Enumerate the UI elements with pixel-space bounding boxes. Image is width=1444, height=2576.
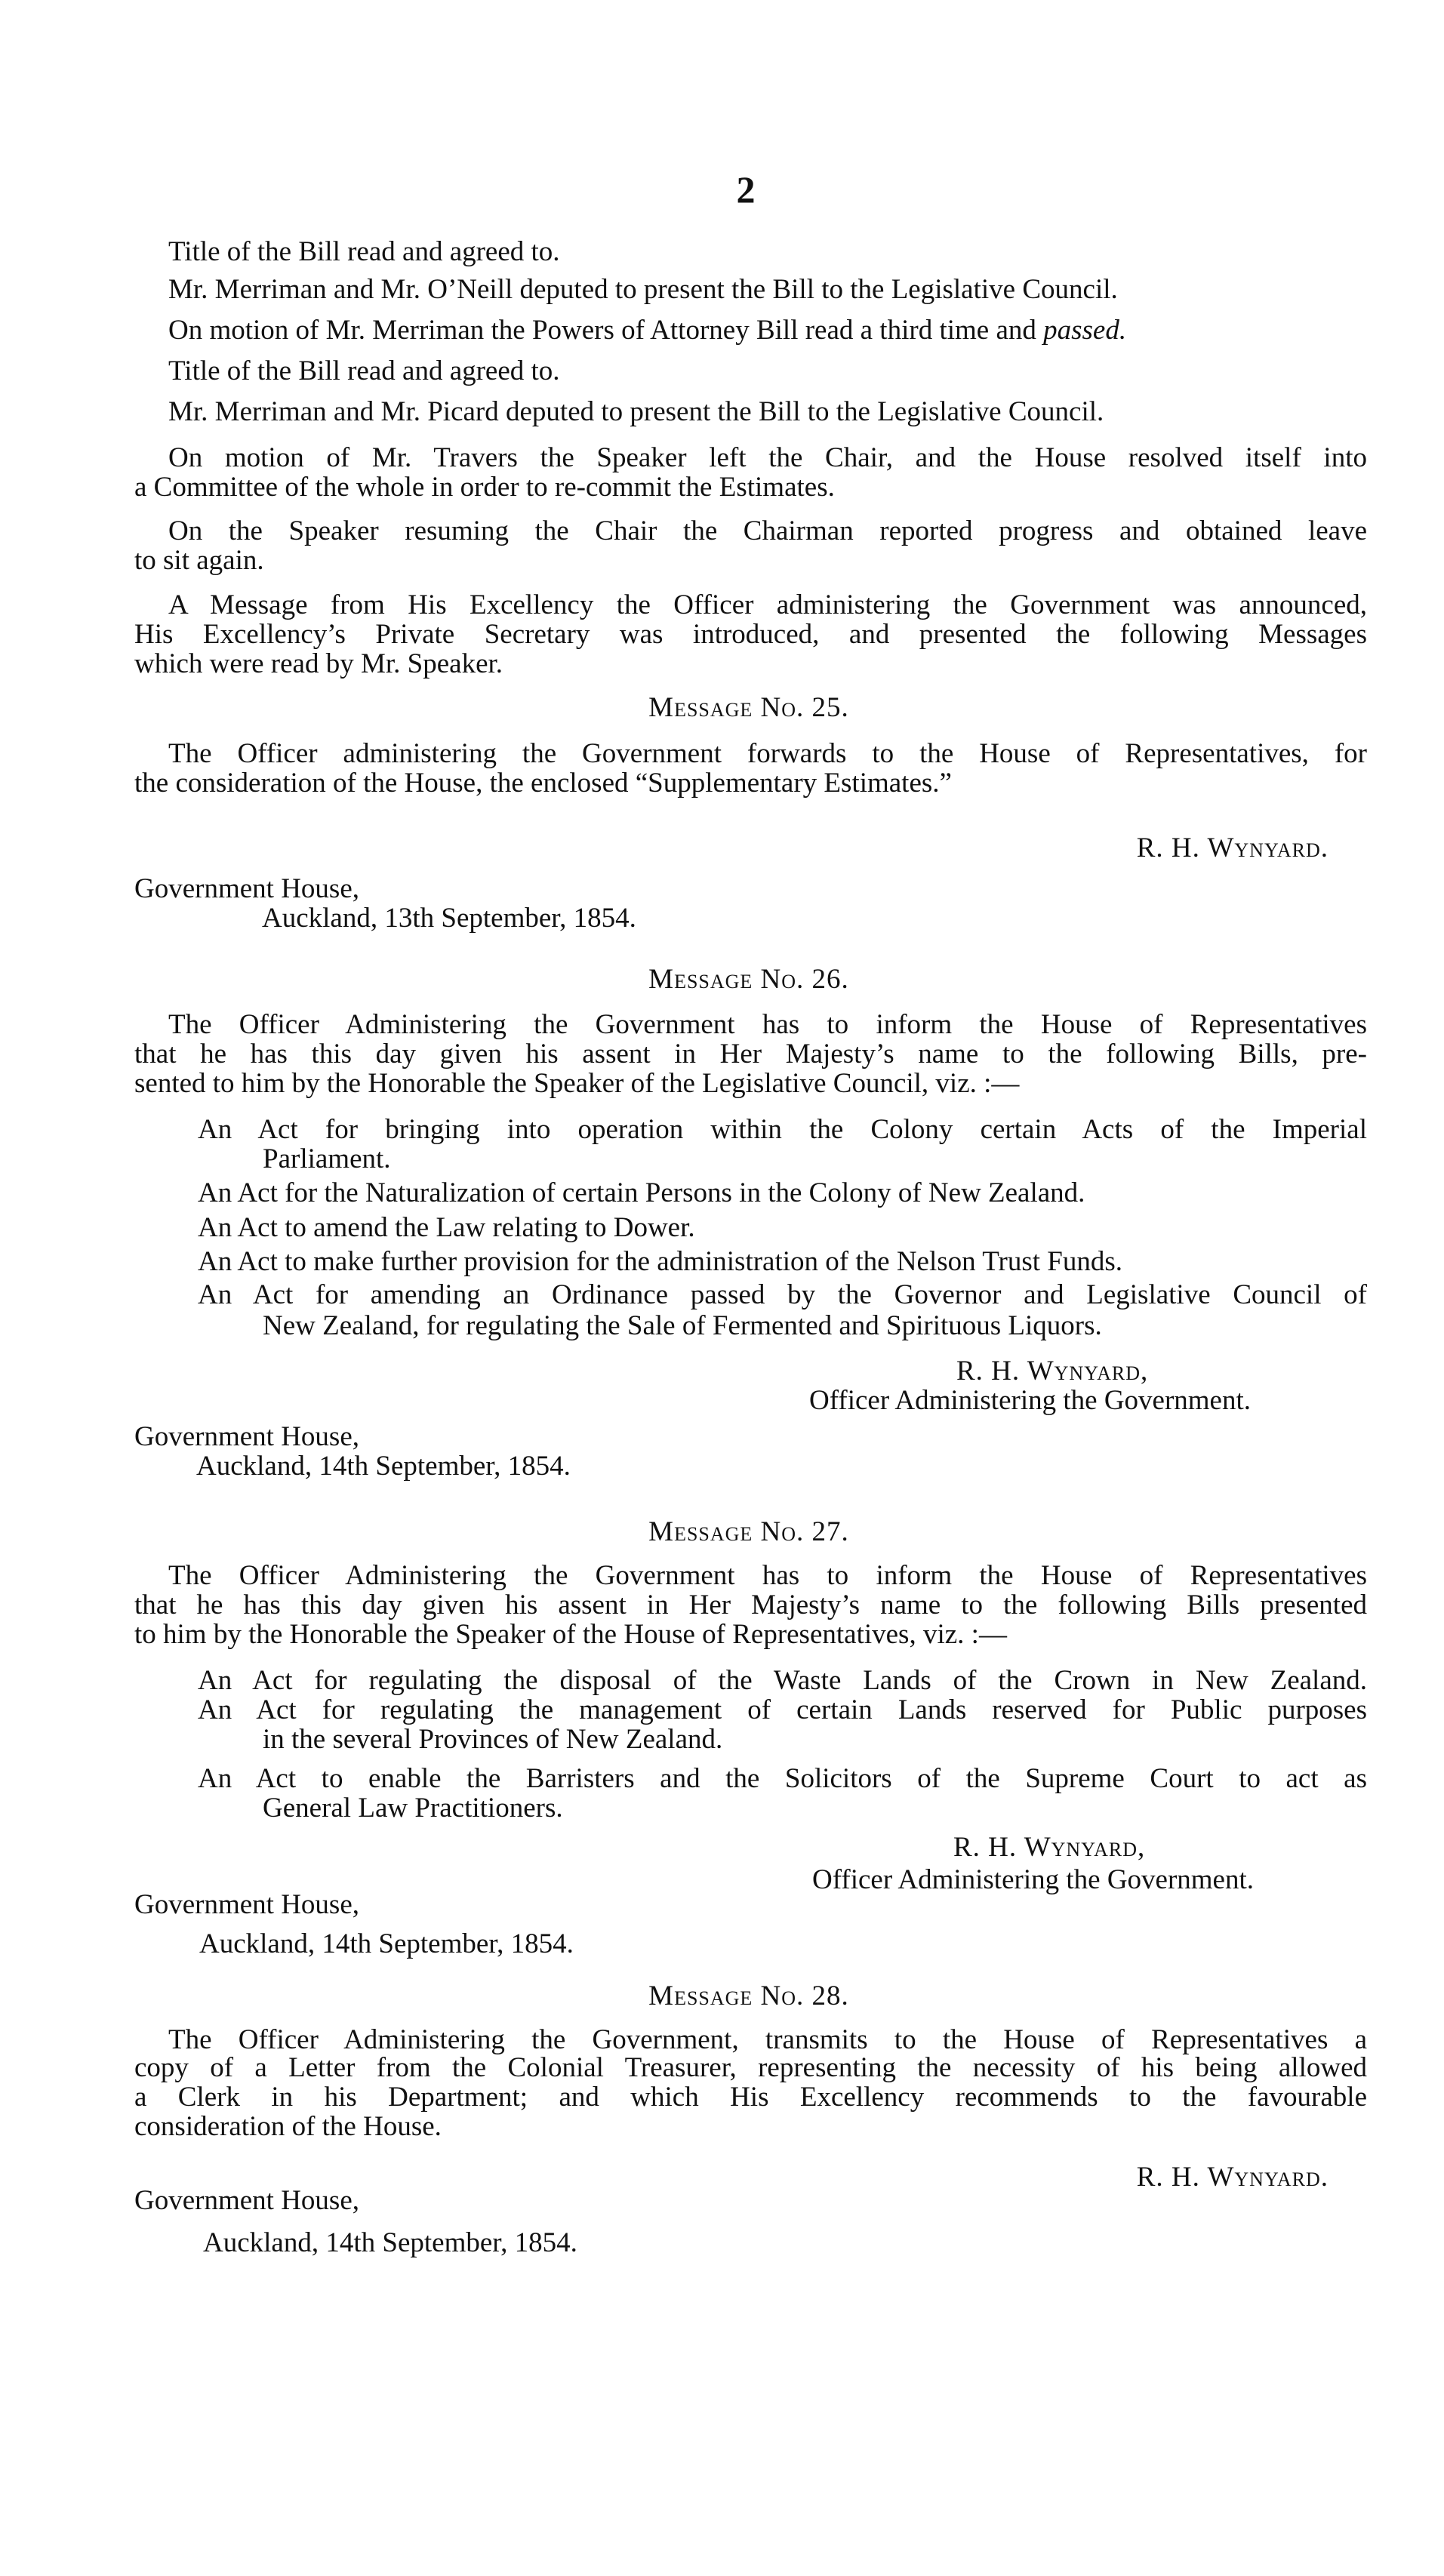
address-date: Auckland, 14th September, 1854. [203, 2227, 577, 2258]
message-body-line: The Officer Administering the Government, transmits to the House of Representatives a [168, 2024, 1367, 2055]
signature: R. H. Wynyard, [953, 1832, 1146, 1863]
act-item: An Act to enable the Barristers and the Solicitors of the Supreme Court to act as [198, 1763, 1367, 1794]
act-item: An Act for bringing into operation within the Colony certain Acts of the Imperial [198, 1114, 1367, 1145]
proceeding-line: On the Speaker resuming the Chair the Chairman reported progress and obtained leave [168, 516, 1367, 546]
message-body-line: that he has this day given his assent in Her Majesty’s name to the following Bills presented [134, 1590, 1367, 1620]
message-body-line: The Officer Administering the Government has to inform the House of Representatives [168, 1009, 1367, 1040]
address-house: Government House, [134, 1421, 359, 1452]
proceeding-emphasis: passed. [1043, 315, 1127, 346]
act-item: An Act for amending an Ordinance passed by the Governor and Legislative Council of [198, 1279, 1367, 1310]
message-body-line: a Clerk in his Department; and which His Excellency recommends to the favourable [134, 2082, 1367, 2113]
address-house: Government House, [134, 2185, 359, 2216]
message-body-line: to him by the Honorable the Speaker of the House of Representatives, viz. :— [134, 1619, 1007, 1650]
proceeding-line: A Message from His Excellency the Officer administering the Government was announced, [168, 589, 1367, 620]
proceeding-line: Mr. Merriman and Mr. Picard deputed to present the Bill to the Legislative Council. [168, 396, 1104, 427]
message-body-line: that he has this day given his assent in Her Majesty’s name to the following Bills, pre- [134, 1039, 1367, 1069]
message-body-line: The Officer administering the Government forwards to the House of Representatives, for [168, 738, 1367, 769]
address-date: Auckland, 13th September, 1854. [262, 903, 636, 934]
address-house: Government House, [134, 873, 359, 904]
proceeding-line: On motion of Mr. Travers the Speaker left the Chair, and the House resolved itself into [168, 442, 1367, 473]
proceeding-line: His Excellency’s Private Secretary was introduced, and presented the following Messages [134, 619, 1367, 650]
message-body-line: The Officer Administering the Government has to inform the House of Representatives [168, 1560, 1367, 1591]
proceeding-line: Mr. Merriman and Mr. O’Neill deputed to present the Bill to the Legislative Council. [168, 274, 1118, 305]
act-item: An Act to make further provision for the administration of the Nelson Trust Funds. [198, 1246, 1122, 1277]
message-body-line: consideration of the House. [134, 2111, 442, 2142]
proceeding-line: to sit again. [134, 545, 264, 576]
proceeding-line: a Committee of the whole in order to re-commit the Estimates. [134, 472, 835, 503]
message-heading: Message No. 27. [648, 1516, 849, 1547]
message-heading: Message No. 26. [648, 964, 849, 995]
page-number: 2 [736, 168, 756, 211]
message-body-line: sented to him by the Honorable the Speaker of the Legislative Council, viz. :— [134, 1068, 1020, 1099]
message-heading: Message No. 25. [648, 692, 849, 723]
proceeding-line: Title of the Bill read and agreed to. [168, 355, 560, 386]
signature-title: Officer Administering the Government. [812, 1864, 1255, 1895]
signature-title: Officer Administering the Government. [809, 1385, 1252, 1416]
act-item: An Act to amend the Law relating to Dower. [198, 1212, 695, 1243]
signature: R. H. Wynyard. [1136, 833, 1329, 863]
address-date: Auckland, 14th September, 1854. [199, 1928, 574, 1959]
proceeding-text: On motion of Mr. Merriman the Powers of Attorney Bill read a third time and [168, 315, 1036, 346]
act-item: An Act for regulating the management of certain Lands reserved for Public purposes [198, 1694, 1367, 1725]
message-body-line: the consideration of the House, the enclosed “Supplementary Estimates.” [134, 768, 952, 799]
signature: R. H. Wynyard. [1136, 2162, 1329, 2193]
act-item: An Act for regulating the disposal of the Waste Lands of the Crown in New Zealand. [198, 1665, 1367, 1696]
act-item-continued: New Zealand, for regulating the Sale of Fermented and Spirituous Liquors. [263, 1310, 1102, 1341]
act-item-continued: Parliament. [263, 1143, 391, 1174]
act-item-continued: General Law Practitioners. [263, 1793, 563, 1824]
proceeding-line [168, 315, 1367, 346]
signature: R. H. Wynyard, [956, 1356, 1149, 1386]
address-date: Auckland, 14th September, 1854. [196, 1451, 571, 1482]
message-heading: Message No. 28. [648, 1980, 849, 2011]
proceeding-line: Title of the Bill read and agreed to. [168, 236, 560, 267]
address-house: Government House, [134, 1889, 359, 1920]
proceeding-line: which were read by Mr. Speaker. [134, 648, 503, 679]
act-item-continued: in the several Provinces of New Zealand. [263, 1724, 723, 1755]
act-item: An Act for the Naturalization of certain Persons in the Colony of New Zealand. [198, 1177, 1085, 1208]
message-body-line: copy of a Letter from the Colonial Treasurer, representing the necessity of his being allowed [134, 2052, 1367, 2083]
